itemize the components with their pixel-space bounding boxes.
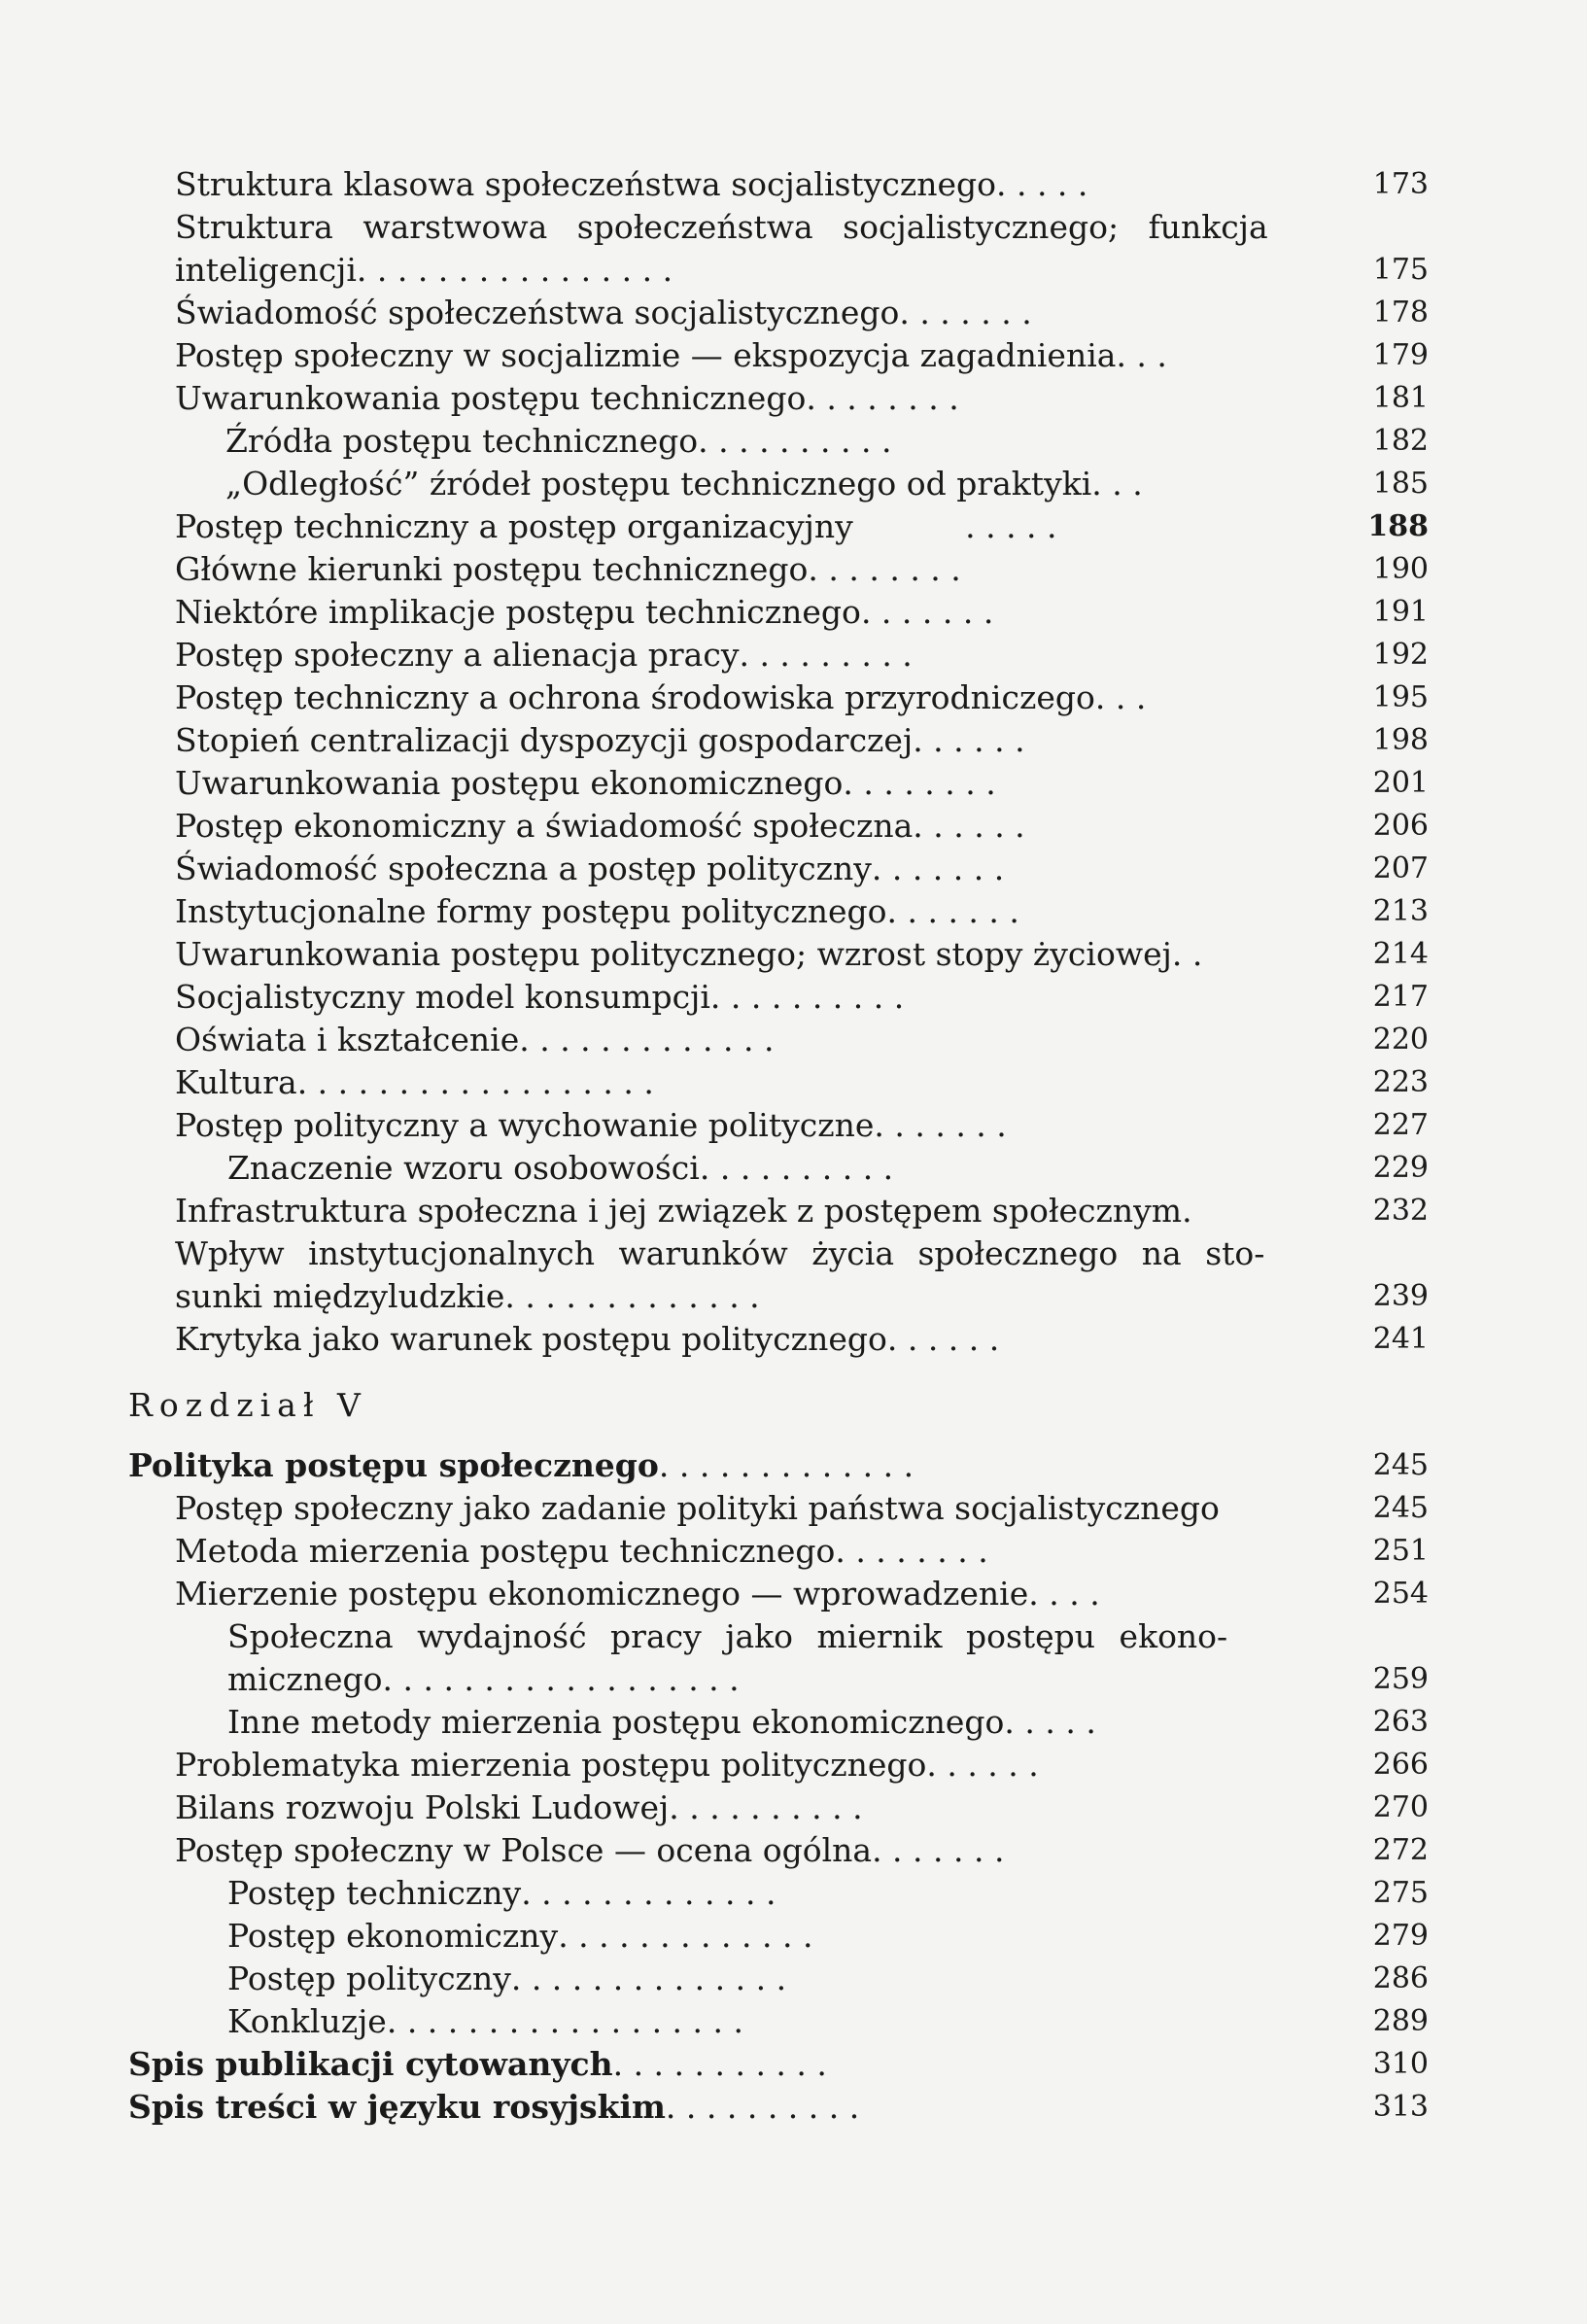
toc-page-number: 190: [1372, 552, 1429, 586]
toc-page-number: 206: [1372, 809, 1429, 843]
toc-entry: Uwarunkowania postępu politycznego; wzrost stopy życiowej. .: [175, 935, 1203, 973]
toc-entry: Inne metody mierzenia postępu ekonomicznego. . . . .: [227, 1703, 1096, 1741]
toc-entry: Postęp techniczny. . . . . . . . . . . . .: [227, 1874, 776, 1912]
toc-page-number: 259: [1372, 1662, 1429, 1696]
toc-entry: Znaczenie wzoru osobowości. . . . . . . . . .: [227, 1149, 894, 1187]
toc-page-number: 241: [1372, 1322, 1429, 1356]
toc-page-number: 213: [1372, 894, 1429, 928]
toc-entry: inteligencji. . . . . . . . . . . . . . . .: [175, 251, 673, 289]
toc-page-number: 313: [1372, 2090, 1429, 2124]
toc-page-number: 266: [1372, 1748, 1429, 1782]
toc-page-number: 227: [1372, 1108, 1429, 1142]
toc-page-number: 270: [1372, 1790, 1429, 1824]
toc-entry: Struktura warstwowa społeczeństwa socjalistycznego; funkcja: [175, 208, 1268, 246]
toc-page-number: 188: [1367, 509, 1429, 543]
toc-entry: Konkluzje. . . . . . . . . . . . . . . . . .: [227, 2002, 743, 2040]
toc-entry: Kultura. . . . . . . . . . . . . . . . . .: [175, 1063, 654, 1101]
toc-entry: Uwarunkowania postępu technicznego. . . . . . . .: [175, 379, 959, 417]
toc-page-number: 175: [1372, 253, 1429, 287]
toc-page-number: 217: [1372, 980, 1429, 1014]
toc-page-number: 223: [1372, 1065, 1429, 1099]
toc-page-number: 232: [1372, 1194, 1429, 1228]
chapter-heading: Rozdział V: [128, 1386, 367, 1424]
toc-page-number: 207: [1372, 851, 1429, 885]
toc-page-number: 191: [1372, 595, 1429, 629]
toc-page-number: 275: [1372, 1876, 1429, 1910]
toc-page-number: 192: [1372, 638, 1429, 672]
toc-page-number: 254: [1372, 1577, 1429, 1611]
toc-entry: Postęp społeczny w Polsce — ocena ogólna. . . . . . .: [175, 1831, 1005, 1869]
toc-page-number: 239: [1372, 1279, 1429, 1313]
toc-entry: Niektóre implikacje postępu technicznego. . . . . . .: [175, 593, 994, 631]
toc-page-number: 195: [1372, 680, 1429, 714]
toc-page-number: 182: [1372, 424, 1429, 458]
toc-entry: Postęp społeczny a alienacja pracy. . . . . . . . .: [175, 636, 913, 674]
toc-entry: Postęp techniczny a ochrona środowiska przyrodniczego. . .: [175, 678, 1147, 716]
toc-entry: Instytucjonalne formy postępu politycznego. . . . . . .: [175, 892, 1019, 930]
toc-chapter-title: Polityka postępu społecznego. . . . . . . . . . . . .: [128, 1446, 914, 1484]
toc-page-number: 229: [1372, 1151, 1429, 1185]
toc-entry: Postęp techniczny a postęp organizacyjny . . . . .: [175, 507, 1057, 545]
toc-entry: Postęp społeczny jako zadanie polityki państwa socjalistycznego: [175, 1489, 1220, 1527]
toc-entry: Postęp ekonomiczny a świadomość społeczna. . . . . .: [175, 807, 1025, 845]
toc-entry: Główne kierunki postępu technicznego. . . . . . . .: [175, 550, 961, 588]
toc-entry: Postęp ekonomiczny. . . . . . . . . . . . .: [227, 1917, 813, 1955]
toc-page-number: 310: [1372, 2047, 1429, 2081]
toc-entry: Wpływ instytucjonalnych warunków życia społecznego na sto-: [175, 1234, 1265, 1272]
toc-entry: Oświata i kształcenie. . . . . . . . . . . . .: [175, 1021, 775, 1058]
toc-entry: Stopień centralizacji dyspozycji gospodarczej. . . . . .: [175, 721, 1025, 759]
toc-page-number: 214: [1372, 937, 1429, 971]
toc-page-number: 279: [1372, 1919, 1429, 1953]
toc-entry: Uwarunkowania postępu ekonomicznego. . . . . . . .: [175, 764, 996, 802]
toc-entry: Krytyka jako warunek postępu politycznego. . . . . .: [175, 1320, 1000, 1358]
toc-page-number: 178: [1372, 295, 1429, 330]
toc-entry: Postęp społeczny w socjalizmie — ekspozycja zagadnienia. . .: [175, 336, 1167, 374]
toc-entry: Struktura klasowa społeczeństwa socjalistycznego. . . . .: [175, 165, 1088, 203]
toc-page-number: 245: [1372, 1491, 1429, 1525]
toc-page-number: 263: [1372, 1705, 1429, 1739]
toc-page-number: 198: [1372, 723, 1429, 757]
toc-entry: Postęp polityczny. . . . . . . . . . . . . .: [227, 1960, 787, 1997]
toc-entry: Postęp polityczny a wychowanie polityczne. . . . . . .: [175, 1106, 1007, 1144]
toc-page-number: 286: [1372, 1961, 1429, 1995]
toc-page-number: 251: [1372, 1534, 1429, 1568]
toc-entry: Infrastruktura społeczna i jej związek z postępem społecznym.: [175, 1192, 1192, 1230]
toc-entry: Metoda mierzenia postępu technicznego. . . . . . . .: [175, 1532, 988, 1570]
toc-entry: Mierzenie postępu ekonomicznego — wprowadzenie. . . .: [175, 1575, 1100, 1613]
toc-entry: Świadomość społeczna a postęp polityczny. . . . . . .: [175, 850, 1005, 887]
toc-page-number: 272: [1372, 1833, 1429, 1867]
toc-page-number: 245: [1372, 1448, 1429, 1482]
toc-page-number: 181: [1372, 381, 1429, 415]
toc-page-number: 185: [1372, 467, 1429, 501]
toc-chapter-title: Spis treści w języku rosyjskim. . . . . . . . . .: [128, 2088, 860, 2126]
toc-page-number: 179: [1372, 338, 1429, 372]
toc-entry: Socjalistyczny model konsumpcji. . . . . . . . . .: [175, 978, 905, 1016]
toc-entry: „Odległość” źródeł postępu technicznego od praktyki. . .: [225, 465, 1143, 503]
toc-page-number: 220: [1372, 1023, 1429, 1057]
toc-page-number: 289: [1372, 2004, 1429, 2038]
toc-entry: micznego. . . . . . . . . . . . . . . . . .: [227, 1660, 740, 1698]
toc-chapter-title: Spis publikacji cytowanych. . . . . . . . . . .: [128, 2045, 827, 2083]
toc-entry: Społeczna wydajność pracy jako miernik postępu ekono-: [227, 1617, 1228, 1655]
toc-page-number: 201: [1372, 766, 1429, 800]
toc-entry: Świadomość społeczeństwa socjalistycznego. . . . . . .: [175, 294, 1032, 331]
toc-entry: Źródła postępu technicznego. . . . . . . . . .: [225, 422, 892, 460]
toc-page-number: 173: [1372, 167, 1429, 201]
toc-entry: Problematyka mierzenia postępu politycznego. . . . . .: [175, 1746, 1039, 1784]
toc-entry: sunki międzyludzkie. . . . . . . . . . . . .: [175, 1277, 760, 1315]
toc-entry: Bilans rozwoju Polski Ludowej. . . . . . . . . .: [175, 1788, 863, 1826]
